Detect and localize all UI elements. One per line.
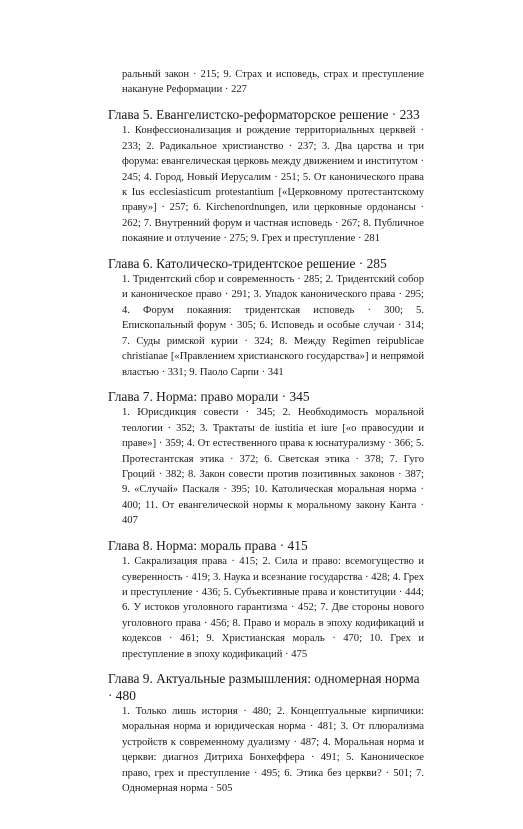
toc-chapter-8 <box>108 538 424 662</box>
chapter-8-sections: 1. Сакрализация права · 415; 2. Сила и право: всемогущество и суверенность · 419; 3. Наука и всезнание государства · 428; 4. Грех и преступление · 436; 5. Субъективные права и конституции · 444; 6. У истоков уголовного гарантизма · 452; 7. Две стороны нового уголовного права · 456; 8. Право и мораль в эпоху кодификаций и кодексов · 461; 9. Христианская мораль · 470; 10. Грех и преступление в эпоху кодификаций · 475 <box>122 556 424 660</box>
chapter-8-title: Глава 8. Норма: мораль права · 415 <box>108 537 308 553</box>
chapter-6-sections: 1. Тридентский сбор и современность · 285; 2. Тридентский собор и каноническое право · 291; 3. Упадок канонического права · 295; 4. Форум покаяния: тридентская исповедь · 300; 5. Епископальный форум · 305; 6. Исповедь и особые случаи · 314; 7. Суды римской курии · 324; 8. Между Regimen reipublicae christianae [«Правлением христианского государства»] и непрямой властью · 331; 9. Паоло Сарпи · 341 <box>122 274 424 378</box>
chapter-5-title: Глава 5. Евангелистско-реформаторское решение · 233 <box>108 106 420 122</box>
chapter-7-title: Глава 7. Норма: право морали · 345 <box>108 388 310 404</box>
chapter-9-sections: 1. Только лишь история · 480; 2. Концептуальные кирпичики: моральная норма и юридическая норма · 481; 3. От плюрализма устройств к современному дуализму · 487; 4. Моральная норма и церкви: диагноз Дитриха Бонхеффера · 491; 5. Каноническое право, грех и преступление · 495; 6. Этика без церкви? · 501; 7. Одномерная норма · 505 <box>122 706 424 795</box>
chapter-6-title: Глава 6. Католическо-тридентское решение · 285 <box>108 255 387 271</box>
toc-chapter-6 <box>108 256 424 380</box>
chapter-5-sections: 1. Конфессионализация и рождение территориальных церквей · 233; 2. Радикальное христианство · 237; 3. Два царства и три форума: евангелическая церковь между движением и институтом · 245; 4. Город, Новый Иерусалим · 251; 5. От канонического права к Ius ecclesiasticum protestantium [«Церковному протестантскому праву»] · 257; 6. Kirchenordnungen, или церковные ордонансы · 262; 7. Внутренний форум и частная исповедь · 267; 8. Публичное покаяние и отлучение · 275; 9. Грех и преступление · 281 <box>122 125 424 245</box>
toc-chapter-7 <box>108 389 424 529</box>
chapter-9-title: Глава 9. Актуальные размышления: одномерная норма · 480 <box>108 671 420 703</box>
table-of-contents <box>108 67 424 796</box>
toc-continuation-text: ральный закон · 215; 9. Страх и исповедь, страх и преступление накануне Реформации · 227 <box>122 69 424 96</box>
toc-chapter-5 <box>108 107 424 247</box>
toc-chapter-9 <box>108 671 424 796</box>
chapter-7-sections: 1. Юрисдикция совести · 345; 2. Необходимость моральной теологии · 352; 3. Трактаты de iustitia et iure [«о правосудии и праве»] · 359; 4. От естественного права к юснатурализму · 366; 5. Протестантская этика · 372; 6. Светская этика · 378; 7. Гуго Гроций · 382; 8. Закон совести против позитивных законов · 387; 9. «Случай» Паскаля · 395; 10. Католическая моральная норма · 400; 11. От евангелической нормы к моральному закону Канта · 407 <box>122 407 424 527</box>
